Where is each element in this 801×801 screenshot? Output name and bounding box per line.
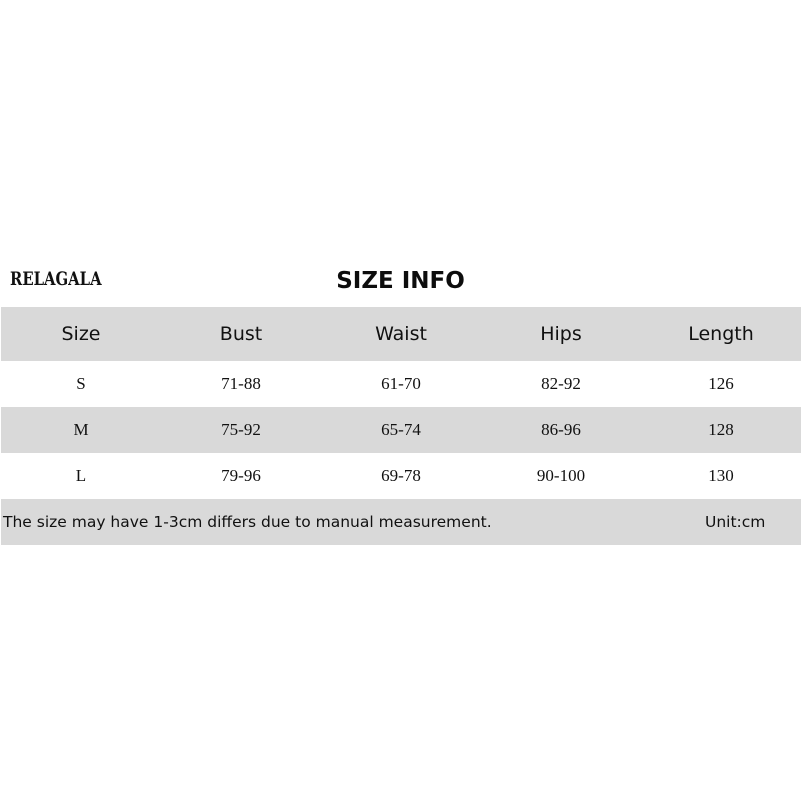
cell-hips: 90-100: [536, 466, 586, 485]
measurement-note: The size may have 1-3cm differs due to manual measurement.: [3, 513, 492, 531]
table-row: [1, 453, 801, 499]
table-row: [1, 361, 801, 407]
cell-length: 126: [708, 374, 734, 393]
cell-waist: 61-70: [381, 374, 421, 393]
cell-size: S: [76, 374, 86, 393]
page-title: SIZE INFO: [336, 268, 465, 294]
header-length: Length: [688, 323, 754, 345]
brand-logo: RELAGALA: [10, 268, 102, 290]
header-bust: Bust: [219, 323, 263, 345]
cell-bust: 71-88: [221, 374, 261, 393]
size-table: [1, 307, 801, 545]
cell-waist: 69-78: [381, 466, 421, 485]
table-footer: [1, 499, 801, 545]
cell-size: M: [73, 420, 89, 439]
unit-label: Unit:cm: [705, 513, 766, 531]
cell-hips: 82-92: [541, 374, 581, 393]
cell-bust: 75-92: [221, 420, 261, 439]
cell-hips: 86-96: [541, 420, 581, 439]
cell-waist: 65-74: [381, 420, 421, 439]
cell-length: 128: [708, 420, 734, 439]
table-header-row: [1, 307, 801, 361]
table-row: [1, 407, 801, 453]
header-hips: Hips: [540, 323, 582, 345]
header-size: Size: [61, 323, 101, 345]
cell-size: L: [75, 466, 87, 485]
cell-bust: 79-96: [221, 466, 261, 485]
cell-length: 130: [708, 466, 734, 485]
header-waist: Waist: [375, 323, 427, 345]
